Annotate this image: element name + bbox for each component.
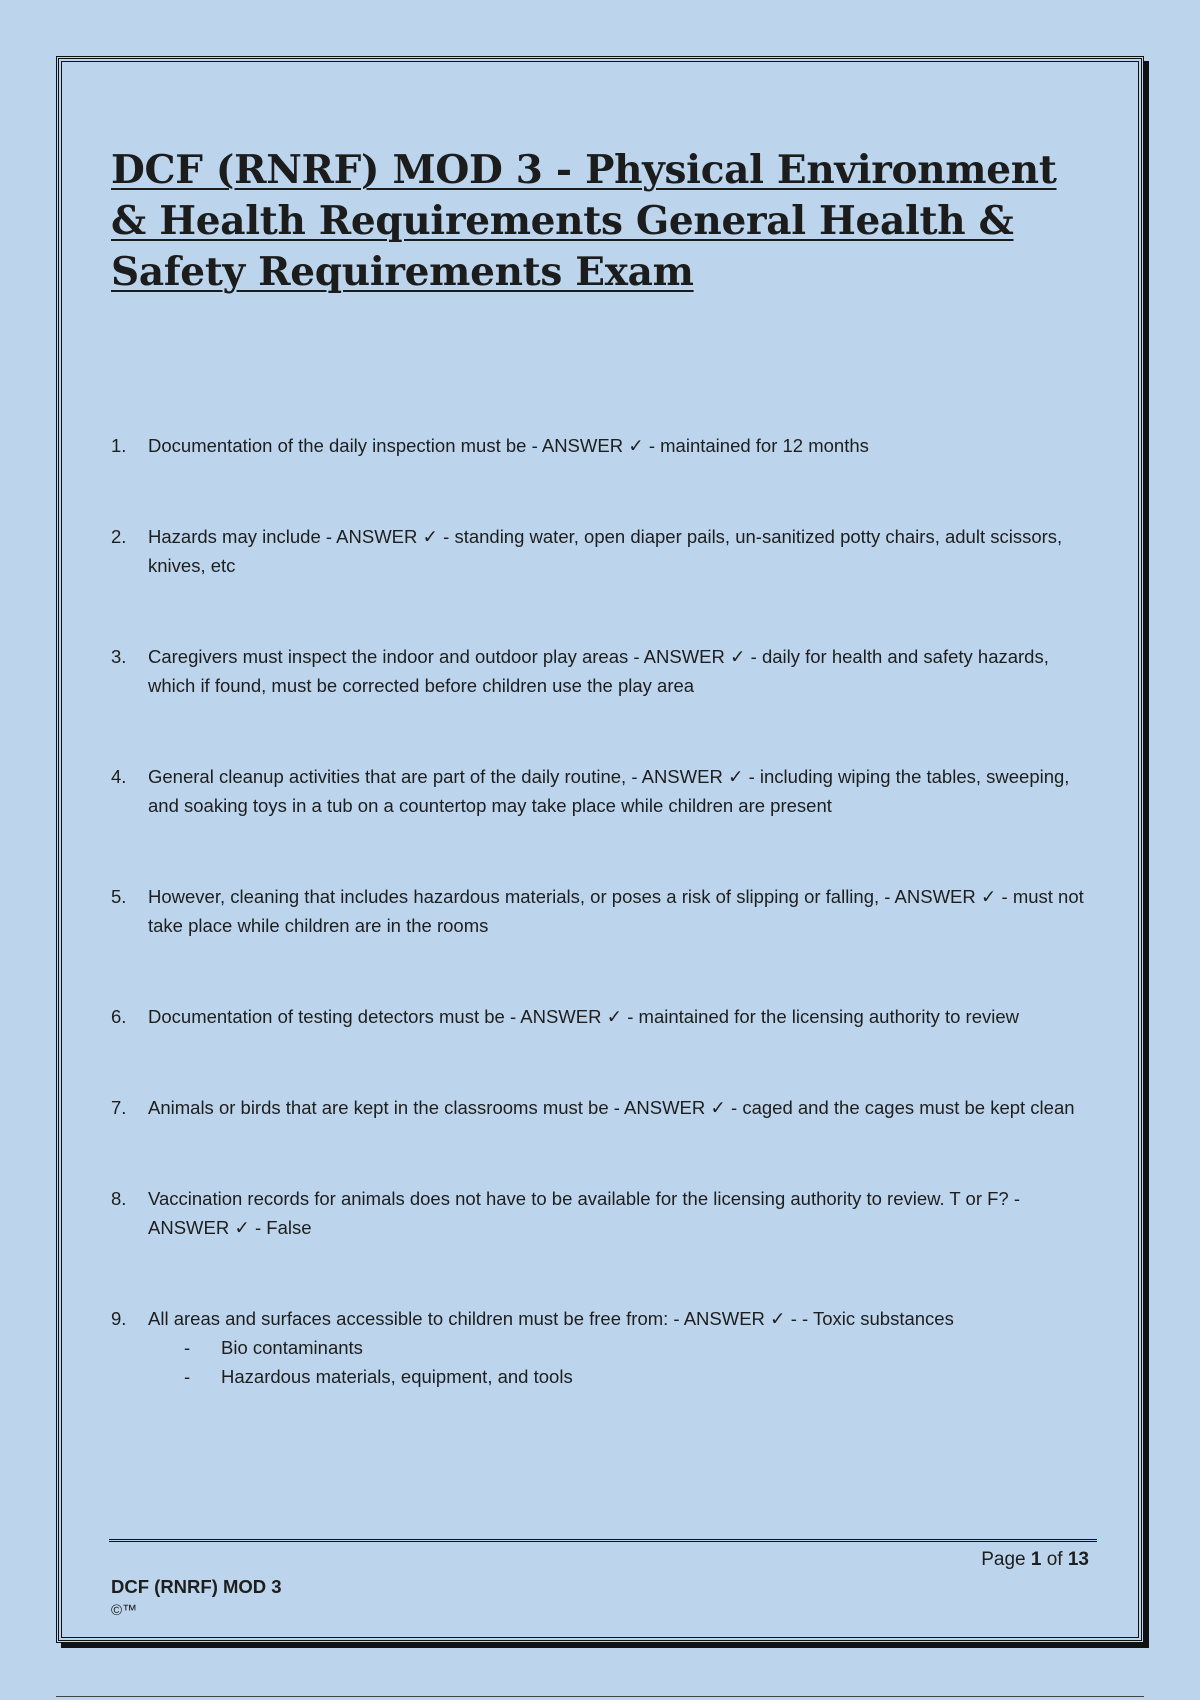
list-item <box>111 762 1091 820</box>
question-number: 5. <box>111 886 127 907</box>
question-text: Documentation of testing detectors must be - ANSWER ✓ - maintained for the licensing authority to review <box>148 1006 1020 1027</box>
copyright-mark: ©™ <box>111 1602 138 1619</box>
question-number: 4. <box>111 766 127 787</box>
sub-list-item <box>148 1362 1091 1391</box>
question-text: Documentation of the daily inspection must be - ANSWER ✓ - maintained for 12 months <box>148 435 869 456</box>
list-item <box>111 1093 1091 1122</box>
sub-list <box>148 1333 1091 1391</box>
question-text: However, cleaning that includes hazardous materials, or poses a risk of slipping or falling, - ANSWER ✓ - must not take place while children are in the rooms <box>148 886 1084 936</box>
question-number: 7. <box>111 1097 127 1118</box>
list-item <box>111 522 1091 580</box>
dash-bullet: - <box>184 1366 191 1387</box>
page-current: 1 <box>1030 1549 1042 1570</box>
question-text: General cleanup activities that are part of the daily routine, - ANSWER ✓ - including wiping the tables, sweeping, and soaking toys in a tub on a countertop may take place while children are present <box>148 766 1070 816</box>
page-of: of <box>1046 1549 1063 1570</box>
question-text: Animals or birds that are kept in the classrooms must be - ANSWER ✓ - caged and the cages must be kept clean <box>148 1097 1075 1118</box>
list-item <box>111 882 1091 940</box>
footer-divider <box>109 1539 1097 1542</box>
question-list <box>111 431 1091 1453</box>
question-number: 6. <box>111 1006 127 1027</box>
footer <box>111 1575 282 1623</box>
sub-item-text: Bio contaminants <box>221 1337 363 1358</box>
question-number: 9. <box>111 1308 127 1329</box>
list-item <box>111 642 1091 700</box>
page-word: Page <box>981 1549 1026 1570</box>
footer-title: DCF (RNRF) MOD 3 <box>111 1576 282 1597</box>
page-number <box>981 1547 1089 1573</box>
document-title: DCF (RNRF) MOD 3 - Physical Environment & Health Requirements General Health & Safety Requirements Exam <box>111 147 1057 295</box>
list-item <box>111 431 1091 460</box>
question-text: All areas and surfaces accessible to children must be free from: - ANSWER ✓ - - Toxic substances <box>148 1308 954 1329</box>
dash-bullet: - <box>184 1337 191 1358</box>
next-page-edge <box>56 1696 1144 1697</box>
question-number: 2. <box>111 526 127 547</box>
sub-list-item <box>148 1333 1091 1362</box>
sub-item-text: Hazardous materials, equipment, and tools <box>221 1366 573 1387</box>
list-item <box>111 1184 1091 1242</box>
question-number: 8. <box>111 1188 127 1209</box>
list-item <box>111 1002 1091 1031</box>
list-item <box>111 1304 1091 1391</box>
question-number: 1. <box>111 435 127 456</box>
page-total: 13 <box>1067 1549 1089 1570</box>
document-page <box>56 56 1144 1643</box>
question-number: 3. <box>111 646 127 667</box>
question-text: Caregivers must inspect the indoor and outdoor play areas - ANSWER ✓ - daily for health and safety hazards, which if found, must be corrected before children use the play area <box>148 646 1049 696</box>
question-text: Vaccination records for animals does not have to be available for the licensing authority to review. T or F? - ANSWER ✓ - False <box>148 1188 1021 1238</box>
question-text: Hazards may include - ANSWER ✓ - standing water, open diaper pails, un-sanitized potty chairs, adult scissors, knives, etc <box>148 526 1063 576</box>
